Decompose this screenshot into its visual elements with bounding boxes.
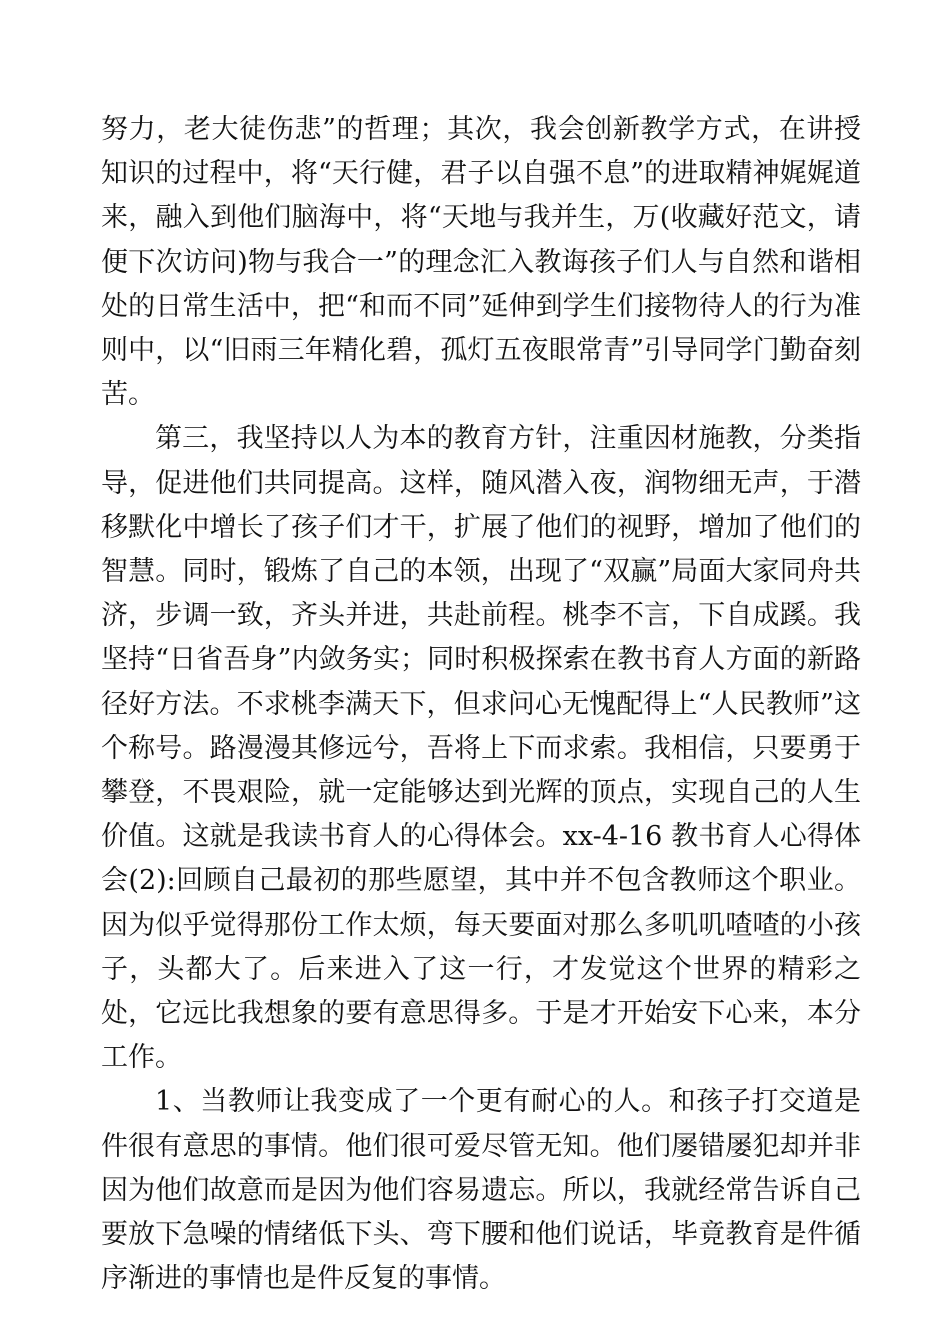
- document-body: [101, 108, 861, 1301]
- paragraph-2: 第三，我坚持以人为本的教育方针，注重因材施教，分类指导，促进他们共同提高。这样，随风潜入夜，润物细无声，于潜移默化中增长了孩子们才干，扩展了他们的视野，增加了他们的智慧。同时，锻炼了自己的本领，出现了“双赢”局面大家同舟共济，步调一致，齐头并进，共赴前程。桃李不言，下自成蹊。我坚持“日省吾身”内敛务实；同时积极探索在教书育人方面的新路径好方法。不求桃李满天下，但求问心无愧配得上“人民教师”这个称号。路漫漫其修远兮，吾将上下而求索。我相信，只要勇于攀登，不畏艰险，就一定能够达到光辉的顶点，实现自己的人生价值。这就是我读书育人的心得体会。xx-4-16 教书育人心得体会(2):回顾自己最初的那些愿望，其中并不包含教师这个职业。因为似乎觉得那份工作太烦，每天要面对那么多叽叽喳喳的小孩子，头都大了。后来进入了这一行，才发觉这个世界的精彩之处，它远比我想象的要有意思得多。于是才开始安下心来，本分工作。: [101, 423, 861, 1074]
- paragraph-1: 努力，老大徒伤悲”的哲理；其次，我会创新教学方式，在讲授知识的过程中，将“天行健，君子以自强不息”的进取精神娓娓道来，融入到他们脑海中，将“天地与我并生，万(收藏好范文，请便下次访问)物与我合一”的理念汇入教诲孩子们人与自然和谐相处的日常生活中，把“和而不同”延伸到学生们接物待人的行为准则中，以“旧雨三年精化碧，孤灯五夜眼常青”引导同学门勤奋刻苦。: [101, 114, 861, 411]
- paragraph-3: 1、当教师让我变成了一个更有耐心的人。和孩子打交道是件很有意思的事情。他们很可爱尽管无知。他们屡错屡犯却并非因为他们故意而是因为他们容易遗忘。所以，我就经常告诉自己要放下急噪的情绪低下头、弯下腰和他们说话，毕竟教育是件循序渐进的事情也是件反复的事情。: [101, 1086, 861, 1295]
